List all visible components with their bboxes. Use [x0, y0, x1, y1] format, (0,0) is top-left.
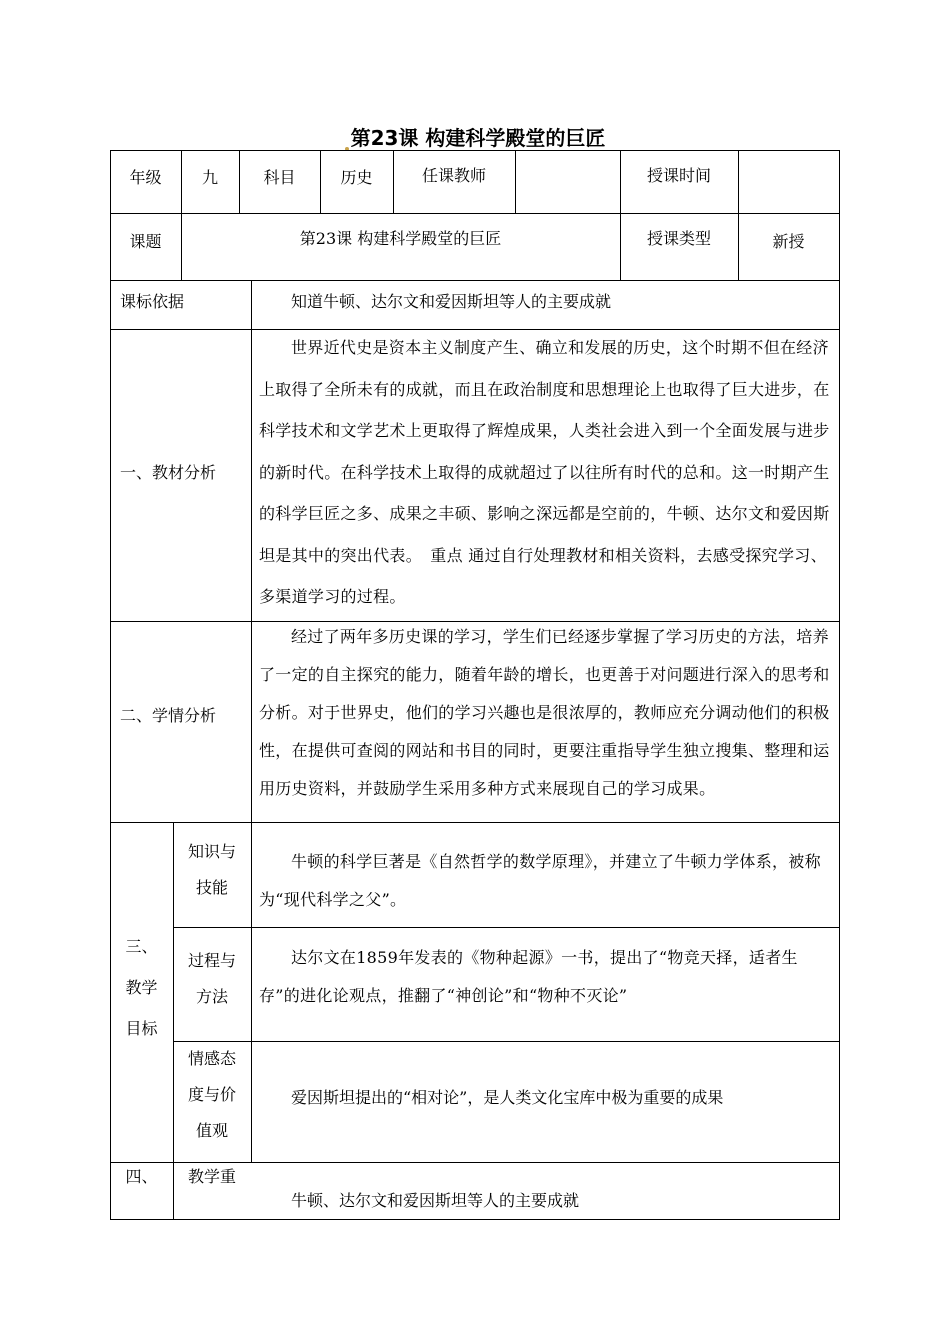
- process-text: 达尔文在1859年发表的《物种起源》一书，提出了“物竞天择，适者生存”的进化论观点，推翻了“神创论”和“物种不灭论”: [259, 948, 798, 1005]
- goals-label-line: 教学: [125, 978, 158, 997]
- process-label-line: 方法: [195, 987, 228, 1006]
- attitude-text: 爱因斯坦提出的“相对论”，是人类文化宝库中极为重要的成果: [291, 1088, 724, 1107]
- type-value: 新授: [772, 232, 805, 251]
- grade-label: 年级: [129, 168, 162, 187]
- knowledge-text: 牛顿的科学巨著是《自然哲学的数学原理》，并建立了牛顿力学体系，被称为“现代科学之父”。: [259, 852, 821, 909]
- attitude-label-line: 值观: [195, 1121, 228, 1140]
- learner-label: 二、学情分析: [120, 706, 217, 725]
- subject-value: 历史: [340, 168, 373, 187]
- focus-label: 四、: [125, 1167, 158, 1186]
- type-label: 授课类型: [646, 229, 711, 248]
- teacher-label: 任课教师: [421, 166, 486, 185]
- knowledge-label-line: 知识与: [187, 842, 236, 861]
- time-label: 授课时间: [646, 166, 711, 185]
- knowledge-label: [173, 834, 251, 906]
- knowledge-label-line: 技能: [195, 878, 228, 897]
- topic-label: 课题: [129, 232, 162, 251]
- basis-value: 知道牛顿、达尔文和爱因斯坦等人的主要成就: [291, 292, 612, 311]
- process-label-line: 过程与: [187, 951, 236, 970]
- learner-text: 经过了两年多历史课的学习，学生们已经逐步掌握了学习历史的方法，培养了一定的自主探究的能力，随着年龄的增长，也更善于对问题进行深入的思考和分析。对于世界史，他们的学习兴趣也是很浓厚的，教师应充分调动他们的积极性，在提供可查阅的网站和书目的同时，更要注重指导学生独立搜集、整理和运用历史资料，并鼓励学生采用多种方式来展现自己的学习成果。: [259, 627, 830, 798]
- goals-label-line: 目标: [125, 1019, 158, 1038]
- attitude-label-line: 度与价: [187, 1085, 236, 1104]
- grade-value: 九: [201, 168, 218, 187]
- process-label: [173, 943, 251, 1015]
- subject-label: 科目: [263, 168, 296, 187]
- goals-label-line: 三、: [125, 937, 158, 956]
- goals-label: [110, 926, 173, 1049]
- attitude-label-line: 情感态: [187, 1049, 236, 1068]
- material-text: 世界近代史是资本主义制度产生、确立和发展的历史，这个时期不但在经济上取得了全所未有的成就，而且在政治制度和思想理论上也取得了巨大进步，在科学技术和文学艺术上更取得了辉煌成果，人类社会进入到一个全面发展与进步的新时代。在科学技术上取得的成就超过了以往所有时代的总和。这一时期产生的科学巨匠之多、成果之丰硕、影响之深远都是空前的，牛顿、达尔文和爱因斯坦是其中的突出代表。 重点 通过自行处理教材和相关资料，去感受探究学习、多渠道学习的过程。: [259, 338, 830, 606]
- page-title: 第23课 构建科学殿堂的巨匠: [0, 122, 950, 151]
- basis-label: 课标依据: [120, 292, 185, 311]
- focus-sublabel: 教学重: [187, 1167, 236, 1186]
- attitude-label: [173, 1041, 251, 1149]
- topic-value: 第23课 构建科学殿堂的巨匠: [299, 229, 502, 248]
- focus-text: 牛顿、达尔文和爱因斯坦等人的主要成就: [291, 1191, 580, 1210]
- material-label: 一、教材分析: [120, 463, 217, 482]
